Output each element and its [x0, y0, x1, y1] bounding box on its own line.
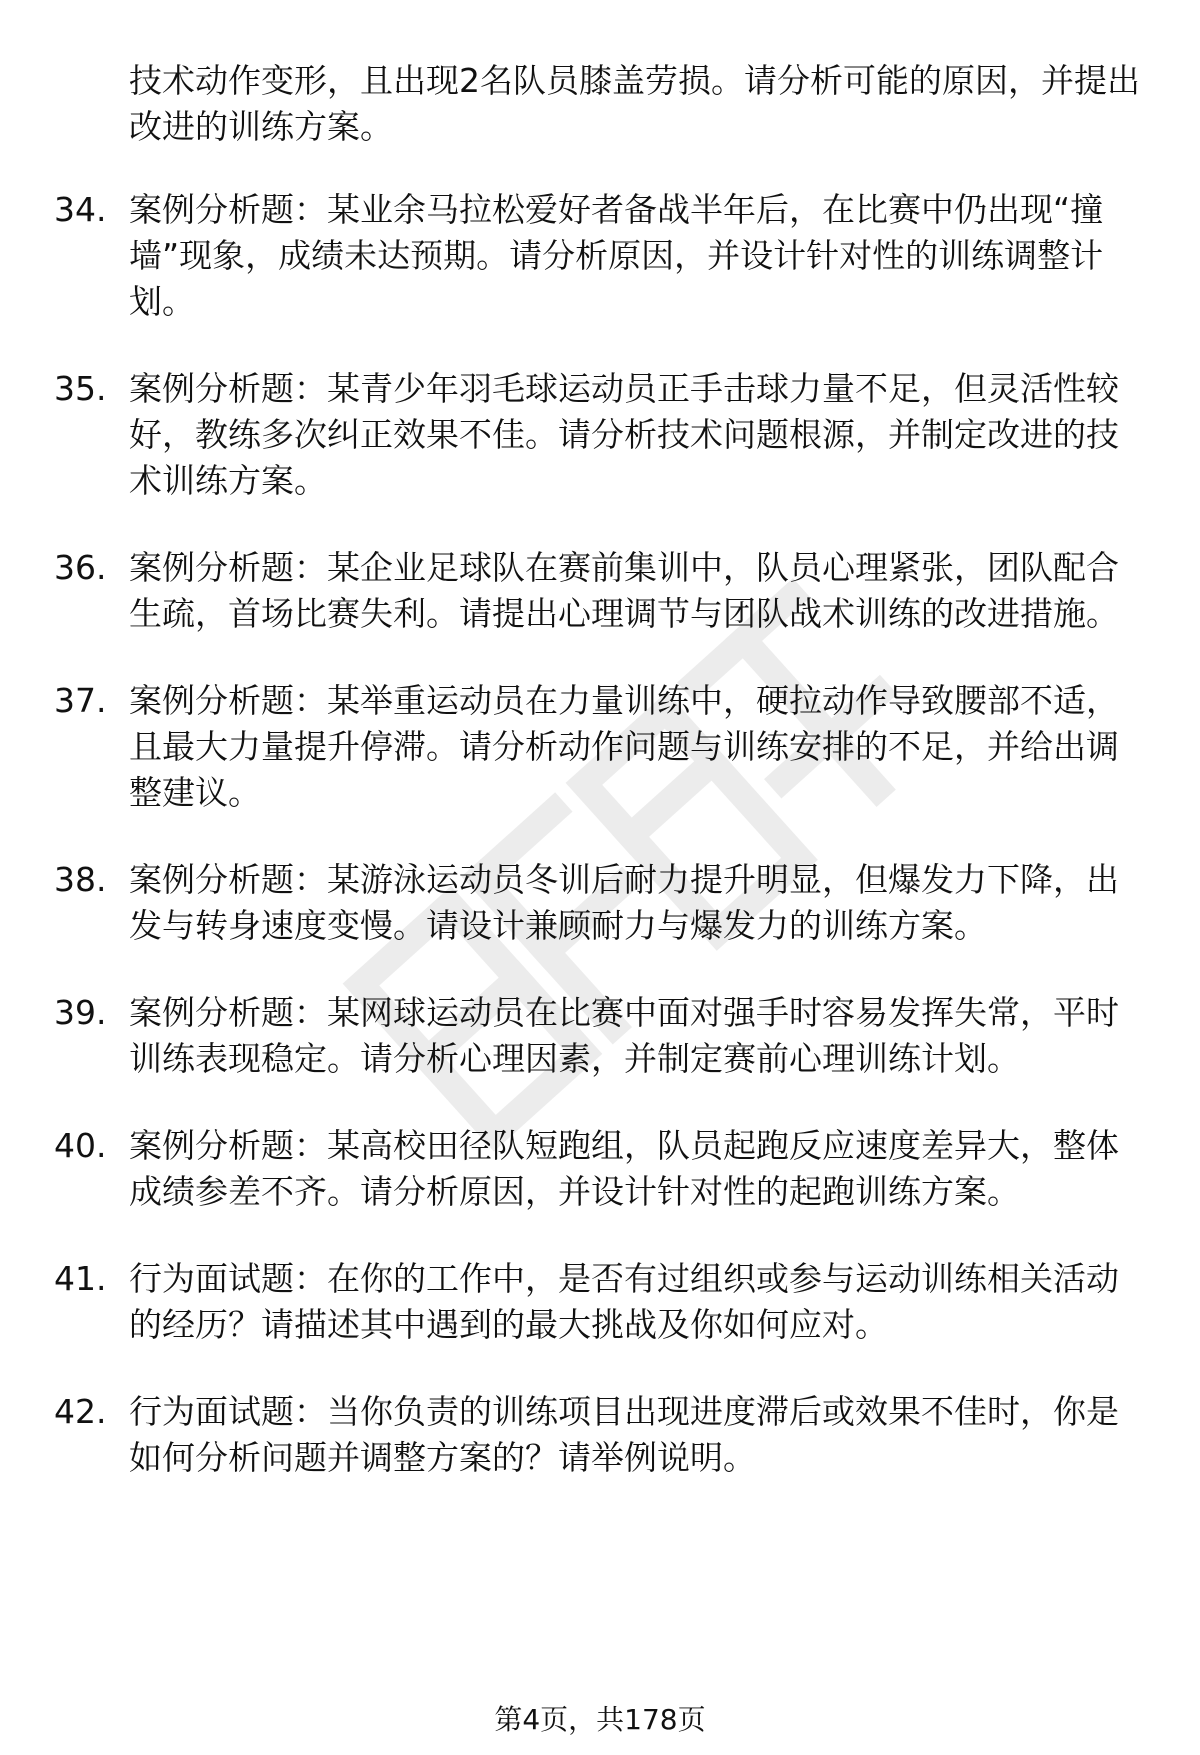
question-item-36: [54, 545, 1139, 637]
document-content: [0, 58, 1200, 1522]
page-footer: 第4页，共178页: [494, 1703, 706, 1736]
question-number: 34.: [54, 190, 107, 229]
question-number: 37.: [54, 681, 107, 720]
question-text: 案例分析题：某游泳运动员冬训后耐力提升明显，但爆发力下降，出发与转身速度变慢。请设计兼顾耐力与爆发力的训练方案。: [129, 860, 1119, 945]
question-text: 案例分析题：某高校田径队短跑组，队员起跑反应速度差异大，整体成绩参差不齐。请分析原因，并设计针对性的起跑训练方案。: [129, 1126, 1119, 1211]
question-text: 行为面试题：在你的工作中，是否有过组织或参与运动训练相关活动的经历？请描述其中遇到的最大挑战及你如何应对。: [129, 1259, 1119, 1344]
question-text: 行为面试题：当你负责的训练项目出现进度滞后或效果不佳时，你是如何分析问题并调整方案的？请举例说明。: [129, 1392, 1119, 1477]
question-item-38: [54, 857, 1139, 949]
question-text: 案例分析题：某网球运动员在比赛中面对强手时容易发挥失常，平时训练表现稳定。请分析心理因素，并制定赛前心理训练计划。: [129, 993, 1119, 1078]
question-number: 39.: [54, 993, 107, 1032]
question-item-42: [54, 1389, 1139, 1481]
question-number: 36.: [54, 548, 107, 587]
question-number: 42.: [54, 1392, 107, 1431]
question-text: 案例分析题：某企业足球队在赛前集训中，队员心理紧张，团队配合生疏，首场比赛失利。请提出心理调节与团队战术训练的改进措施。: [129, 548, 1119, 633]
question-item-35: [54, 366, 1139, 504]
question-number: 41.: [54, 1259, 107, 1298]
question-item-39: [54, 990, 1139, 1082]
question-item-34: [54, 187, 1139, 325]
question-item-41: [54, 1256, 1139, 1348]
question-number: 35.: [54, 369, 107, 408]
question-text: 案例分析题：某举重运动员在力量训练中，硬拉动作导致腰部不适，且最大力量提升停滞。请分析动作问题与训练安排的不足，并给出调整建议。: [129, 681, 1119, 812]
question-text: 案例分析题：某业余马拉松爱好者备战半年后，在比赛中仍出现“撞墙”现象，成绩未达预期。请分析原因，并设计针对性的训练调整计划。: [129, 190, 1104, 321]
continued-question-text: 技术动作变形，且出现2名队员膝盖劳损。请分析可能的原因，并提出改进的训练方案。: [129, 61, 1140, 146]
question-item-37: [54, 678, 1139, 816]
question-number: 40.: [54, 1126, 107, 1165]
question-number: 38.: [54, 860, 107, 899]
question-text: 案例分析题：某青少年羽毛球运动员正手击球力量不足，但灵活性较好，教练多次纠正效果不佳。请分析技术问题根源，并制定改进的技术训练方案。: [129, 369, 1119, 500]
question-item-40: [54, 1123, 1139, 1215]
